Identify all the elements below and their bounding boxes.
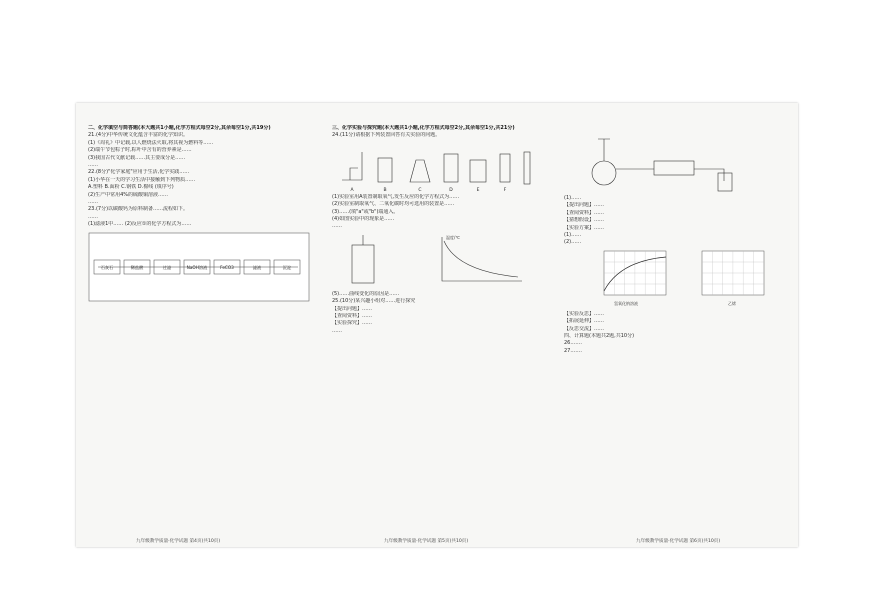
apparatus-label: C: [418, 187, 422, 193]
page-footer: 九年级教学质量·化学试题 第6页(共10页): [636, 539, 721, 544]
apparatus-label: F: [503, 187, 507, 193]
question-text-block: [88, 132, 310, 228]
apparatus-label: B: [383, 187, 387, 193]
question-line: (2)实验室制取氧气、二氧化碳时均可选用的装置是……: [332, 201, 455, 208]
flow-step-label: 沉淀: [282, 264, 292, 270]
question-line: (1)小华在一天的学习生活中接触到下列物质……: [88, 176, 196, 183]
page-4-column: [88, 125, 310, 529]
question-line: 【查阅资料】……: [564, 209, 605, 216]
question-line: (2)端午节包粽子时,粽叶中含有的营养素是……: [88, 147, 192, 154]
question-line: (4)如图实验中的现象是……: [332, 216, 395, 223]
question-line: 【实验方案】……: [564, 224, 605, 231]
apparatus-figure: [564, 125, 786, 195]
graph-axis-label: 温度/℃: [446, 234, 460, 240]
question-line: 【提出问题】……: [564, 202, 605, 209]
question-line: (1)……: [564, 195, 582, 201]
question-line: (5)……曲线变化的原因是……: [332, 290, 400, 297]
question-line: A.塑料 B.面粉 C.钢铁 D.棉线 (填序号): [88, 184, 174, 191]
flow-step-label: 石灰石: [100, 264, 114, 270]
question-line: ……: [332, 327, 342, 334]
apparatus-label: A: [350, 187, 354, 193]
exam-sheet: [76, 103, 798, 547]
question-line: (3)……(填"a"或"b")端通入。: [332, 208, 399, 215]
flow-step-label: NaOH溶液: [186, 264, 208, 270]
question-line: ……: [88, 213, 98, 220]
question-line: 23.(7分)以碳酸钙为原料制备……流程如下。: [88, 206, 189, 213]
question-line: 【反思交流】……: [564, 325, 605, 332]
question-line: 22.(8分)"化学家庭"应用于生活,化学实践……: [88, 169, 190, 176]
section-heading: 二、化学填空与简答题(本大题共1小题,化学方程式每空2分,其余每空1分,共19分): [88, 125, 271, 131]
question-line: (3)我国古代文献记载……其主要成分是……: [88, 154, 186, 161]
question-text-block: [332, 291, 554, 335]
reaction-setup-and-curve: [332, 231, 554, 291]
question-line: 【提出问题】……: [332, 305, 373, 312]
question-line: 25.(10分)某兴趣小组对……进行探究: [332, 298, 416, 305]
question-line: ……: [332, 223, 342, 230]
page-footer: 九年级教学质量·化学试题 第5页(共10页): [384, 539, 469, 544]
question-text-block: [332, 194, 554, 231]
page-5-column: [332, 125, 554, 529]
flow-step-label: FeCO3: [220, 264, 234, 270]
question-line: (1)滤液1中…… (2)反应①的化学方程式为……: [88, 221, 192, 228]
question-line: 26.……: [564, 340, 582, 347]
question-line: ……: [88, 162, 98, 169]
question-line: ……: [88, 199, 98, 206]
question-line: 【实验反思】……: [564, 310, 605, 317]
process-flow-diagram: [88, 232, 310, 302]
question-line: 【猜想假设】……: [564, 217, 605, 224]
question-line: 四、计算题(本题共2题,共10分): [564, 333, 635, 340]
question-line: 【实验探究】……: [332, 320, 373, 327]
question-line: (1)实验室用A装置制取氧气,发生反应的化学方程式为……: [332, 193, 460, 200]
question-line: 27.……: [564, 347, 582, 354]
apparatus-label: E: [476, 187, 480, 193]
page-footer: 九年级教学质量·化学试题 第4页(共10页): [136, 539, 221, 544]
section-heading: 三、化学实验与探究题(本大题共1小题,化学方程式每空2分,其余每空1分,共21分): [332, 125, 515, 131]
question-text-block: [332, 132, 554, 139]
question-line: (2)生产中常用4%的硫酸铜溶液……: [88, 191, 169, 198]
question-line: (2)……: [564, 239, 582, 246]
flow-step-label: 滤液: [252, 264, 262, 270]
question-line: (1)……: [564, 232, 582, 239]
question-line: (1)《周礼》中记载,以人燃烧法火取,将其视为燃料等……: [88, 139, 214, 146]
question-line: 【查阅资料】……: [332, 313, 373, 320]
question-line: 21.(4分)中华传统文化蕴含丰富的化学知识。: [88, 132, 189, 139]
apparatus-label: D: [449, 187, 453, 193]
lab-apparatus-figure: [332, 140, 554, 194]
question-line: 【拓展延伸】……: [564, 318, 605, 325]
question-text-block: [564, 195, 786, 247]
chart-label: 氢氧化钠溶液: [614, 300, 638, 306]
experiment-charts: [564, 247, 786, 311]
chart-label: 乙烯: [728, 300, 736, 306]
flow-step-label: 稀盐酸: [130, 264, 144, 270]
flow-step-label: 过滤: [162, 264, 172, 270]
question-text-block: [564, 311, 786, 355]
question-line: 24.(11分)请根据下列装置回答有关实验的问题。: [332, 132, 441, 139]
page-6-column: [564, 125, 786, 529]
